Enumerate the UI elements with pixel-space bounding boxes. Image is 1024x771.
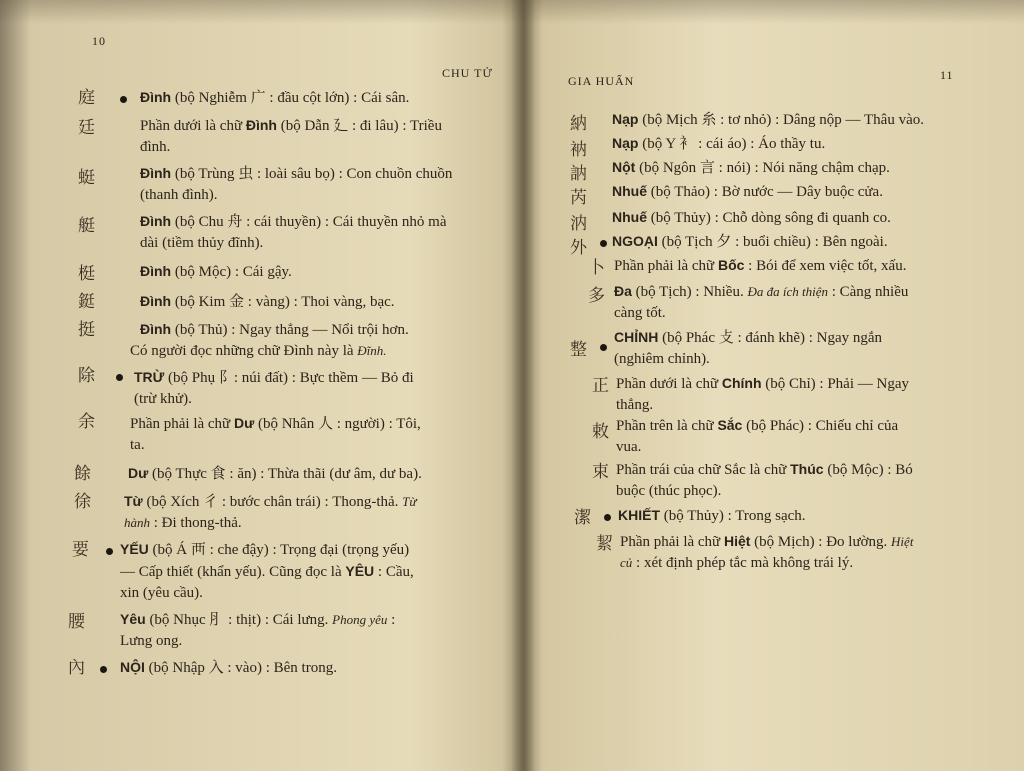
han-character: 敕 [592, 422, 609, 441]
entry-continuation: thẳng. [616, 397, 654, 413]
han-character: 整 [570, 340, 587, 359]
dictionary-entry: Đình (bộ Trùng 虫 : loài sâu bọ) : Con chuồn chuồn [140, 165, 453, 182]
han-character: 多 [588, 286, 605, 305]
han-character: 餘 [74, 464, 91, 483]
han-character: 徐 [74, 492, 91, 511]
entry-continuation: buộc (thúc phọc). [616, 483, 722, 499]
dictionary-entry: KHIẾT (bộ Thủy) : Trong sạch. [618, 507, 806, 524]
dictionary-entry: YẾU (bộ Á 襾 : che đậy) : Trọng đại (trọng yếu) [120, 541, 410, 558]
entry-bullet [604, 514, 611, 521]
han-character: 潔 [574, 508, 591, 527]
han-character: 衲 [570, 140, 587, 159]
page-number: 11 [940, 68, 954, 82]
entry-continuation: xin (yêu cầu). [120, 585, 203, 601]
han-character: 束 [592, 462, 609, 481]
han-character: 艇 [78, 216, 95, 235]
entry-continuation: Lưng ong. [120, 633, 183, 649]
right-page [530, 0, 1024, 771]
dictionary-entry: CHỈNH (bộ Phác 攴 : đánh khẽ) : Ngay ngắn [614, 329, 883, 346]
entry-continuation: ta. [130, 437, 145, 453]
dictionary-entry: Nhuế (bộ Thủy) : Chỗ dòng sông đi quanh co. [612, 209, 891, 226]
dictionary-entry: Yêu (bộ Nhục ⺼ : thịt) : Cái lưng. Phong yêu : [120, 611, 396, 628]
han-character: 絜 [596, 534, 613, 553]
dictionary-entry: Đình (bộ Kim 金 : vàng) : Thoi vàng, bạc. [140, 293, 395, 310]
dictionary-entry: Dư (bộ Thực 食 : ăn) : Thừa thãi (dư âm, dư ba). [128, 465, 422, 482]
entry-bullet [600, 240, 607, 247]
han-character: 汭 [570, 214, 587, 233]
dictionary-entry: Nột (bộ Ngôn 言 : nói) : Nói năng chậm chạp. [612, 159, 890, 176]
han-character: 挺 [78, 320, 95, 339]
dictionary-entry: Đình (bộ Thủ) : Ngay thẳng — Nổi trội hơn. [140, 321, 409, 338]
entry-bullet [600, 344, 607, 351]
dictionary-entry: Phần phải là chữ Hiệt (bộ Mịch) : Đo lường. Hiệt [620, 533, 914, 550]
dictionary-entry: Từ (bộ Xích 彳 : bước chân trái) : Thong-thả. Từ [124, 493, 417, 510]
running-head: GIA HUẤN [568, 74, 635, 88]
entry-continuation: dài (tiềm thủy đĩnh). [140, 235, 264, 251]
entry-continuation: (thanh đình). [140, 187, 218, 203]
entry-bullet [120, 96, 127, 103]
dictionary-entry: Phần trên là chữ Sắc (bộ Phác) : Chiếu chỉ của [616, 417, 899, 434]
dictionary-entry: Đình (bộ Chu 舟 : cái thuyền) : Cái thuyền nhỏ mà [140, 213, 447, 230]
dictionary-entry: Phần trái của chữ Sắc là chữ Thúc (bộ Mộc) : Bó [616, 461, 913, 478]
han-character: 蜓 [78, 168, 95, 187]
han-character: 卜 [588, 258, 605, 277]
han-character: 庭 [78, 88, 95, 107]
han-character: 鋌 [78, 292, 95, 311]
han-character: 外 [570, 238, 587, 257]
dictionary-entry: Nhuế (bộ Thảo) : Bờ nước — Dây buộc cửa. [612, 183, 883, 200]
han-character: 芮 [570, 188, 587, 207]
dictionary-entry: Nạp (bộ Y 衤 : cái áo) : Áo thầy tu. [612, 135, 826, 152]
running-head: CHU TỬ [442, 66, 493, 80]
han-character: 除 [78, 366, 95, 385]
entry-continuation: vua. [616, 439, 642, 455]
han-character: 腰 [68, 612, 85, 631]
page-number: 10 [92, 34, 106, 48]
han-character: 廷 [78, 118, 95, 137]
dictionary-entry: Nạp (bộ Mịch 糸 : tơ nhỏ) : Dâng nộp — Thâu vào. [612, 111, 924, 128]
han-character: 梃 [78, 264, 95, 283]
dictionary-entry: Phần phải là chữ Dư (bộ Nhân 人 : người) : Tôi, [130, 415, 421, 432]
entry-continuation: Có người đọc những chữ Đình này là Đĩnh. [130, 343, 387, 359]
entry-continuation: (nghiêm chỉnh). [614, 351, 710, 367]
entry-continuation: càng tốt. [614, 305, 666, 321]
entry-bullet [100, 666, 107, 673]
dictionary-entry: Phần dưới là chữ Chính (bộ Chỉ) : Phải — Ngay [616, 375, 909, 392]
han-character: 納 [570, 114, 587, 133]
han-character: 余 [78, 412, 95, 431]
dictionary-entry: NỘI (bộ Nhập 入 : vào) : Bên trong. [120, 659, 337, 676]
han-character: 內 [68, 658, 85, 677]
dictionary-entry: TRỪ (bộ Phụ 阝: núi đất) : Bực thềm — Bỏ đi [134, 369, 414, 386]
dictionary-entry: Đình (bộ Nghiễm 广 : đầu cột lớn) : Cái sân. [140, 89, 410, 106]
dictionary-entry: Phần phải là chữ Bốc : Bói để xem việc tốt, xấu. [614, 257, 907, 274]
entry-continuation: — Cấp thiết (khẩn yếu). Cũng đọc là YÊU : Cầu, [120, 563, 414, 580]
entry-continuation: củ : xét định phép tắc mà không trái lý. [620, 555, 854, 571]
dictionary-entry: NGOẠI (bộ Tịch 夕 : buổi chiều) : Bên ngoài. [612, 233, 888, 250]
entry-bullet [116, 374, 123, 381]
han-character: 訥 [570, 164, 587, 183]
dictionary-entry: Phần dưới là chữ Đình (bộ Dẫn 廴 : đi lâu) : Triều [140, 117, 442, 134]
entry-continuation: hành : Đi thong-thả. [124, 515, 242, 531]
entry-bullet [106, 548, 113, 555]
han-character: 要 [72, 540, 89, 559]
dictionary-entry: Đình (bộ Mộc) : Cái gậy. [140, 263, 292, 280]
entry-continuation: đình. [140, 139, 171, 155]
entry-continuation: (trừ khử). [134, 391, 192, 407]
han-character: 正 [592, 376, 609, 395]
dictionary-entry: Đa (bộ Tịch) : Nhiều. Đa đa ích thiện : Càng nhiều [614, 283, 909, 300]
